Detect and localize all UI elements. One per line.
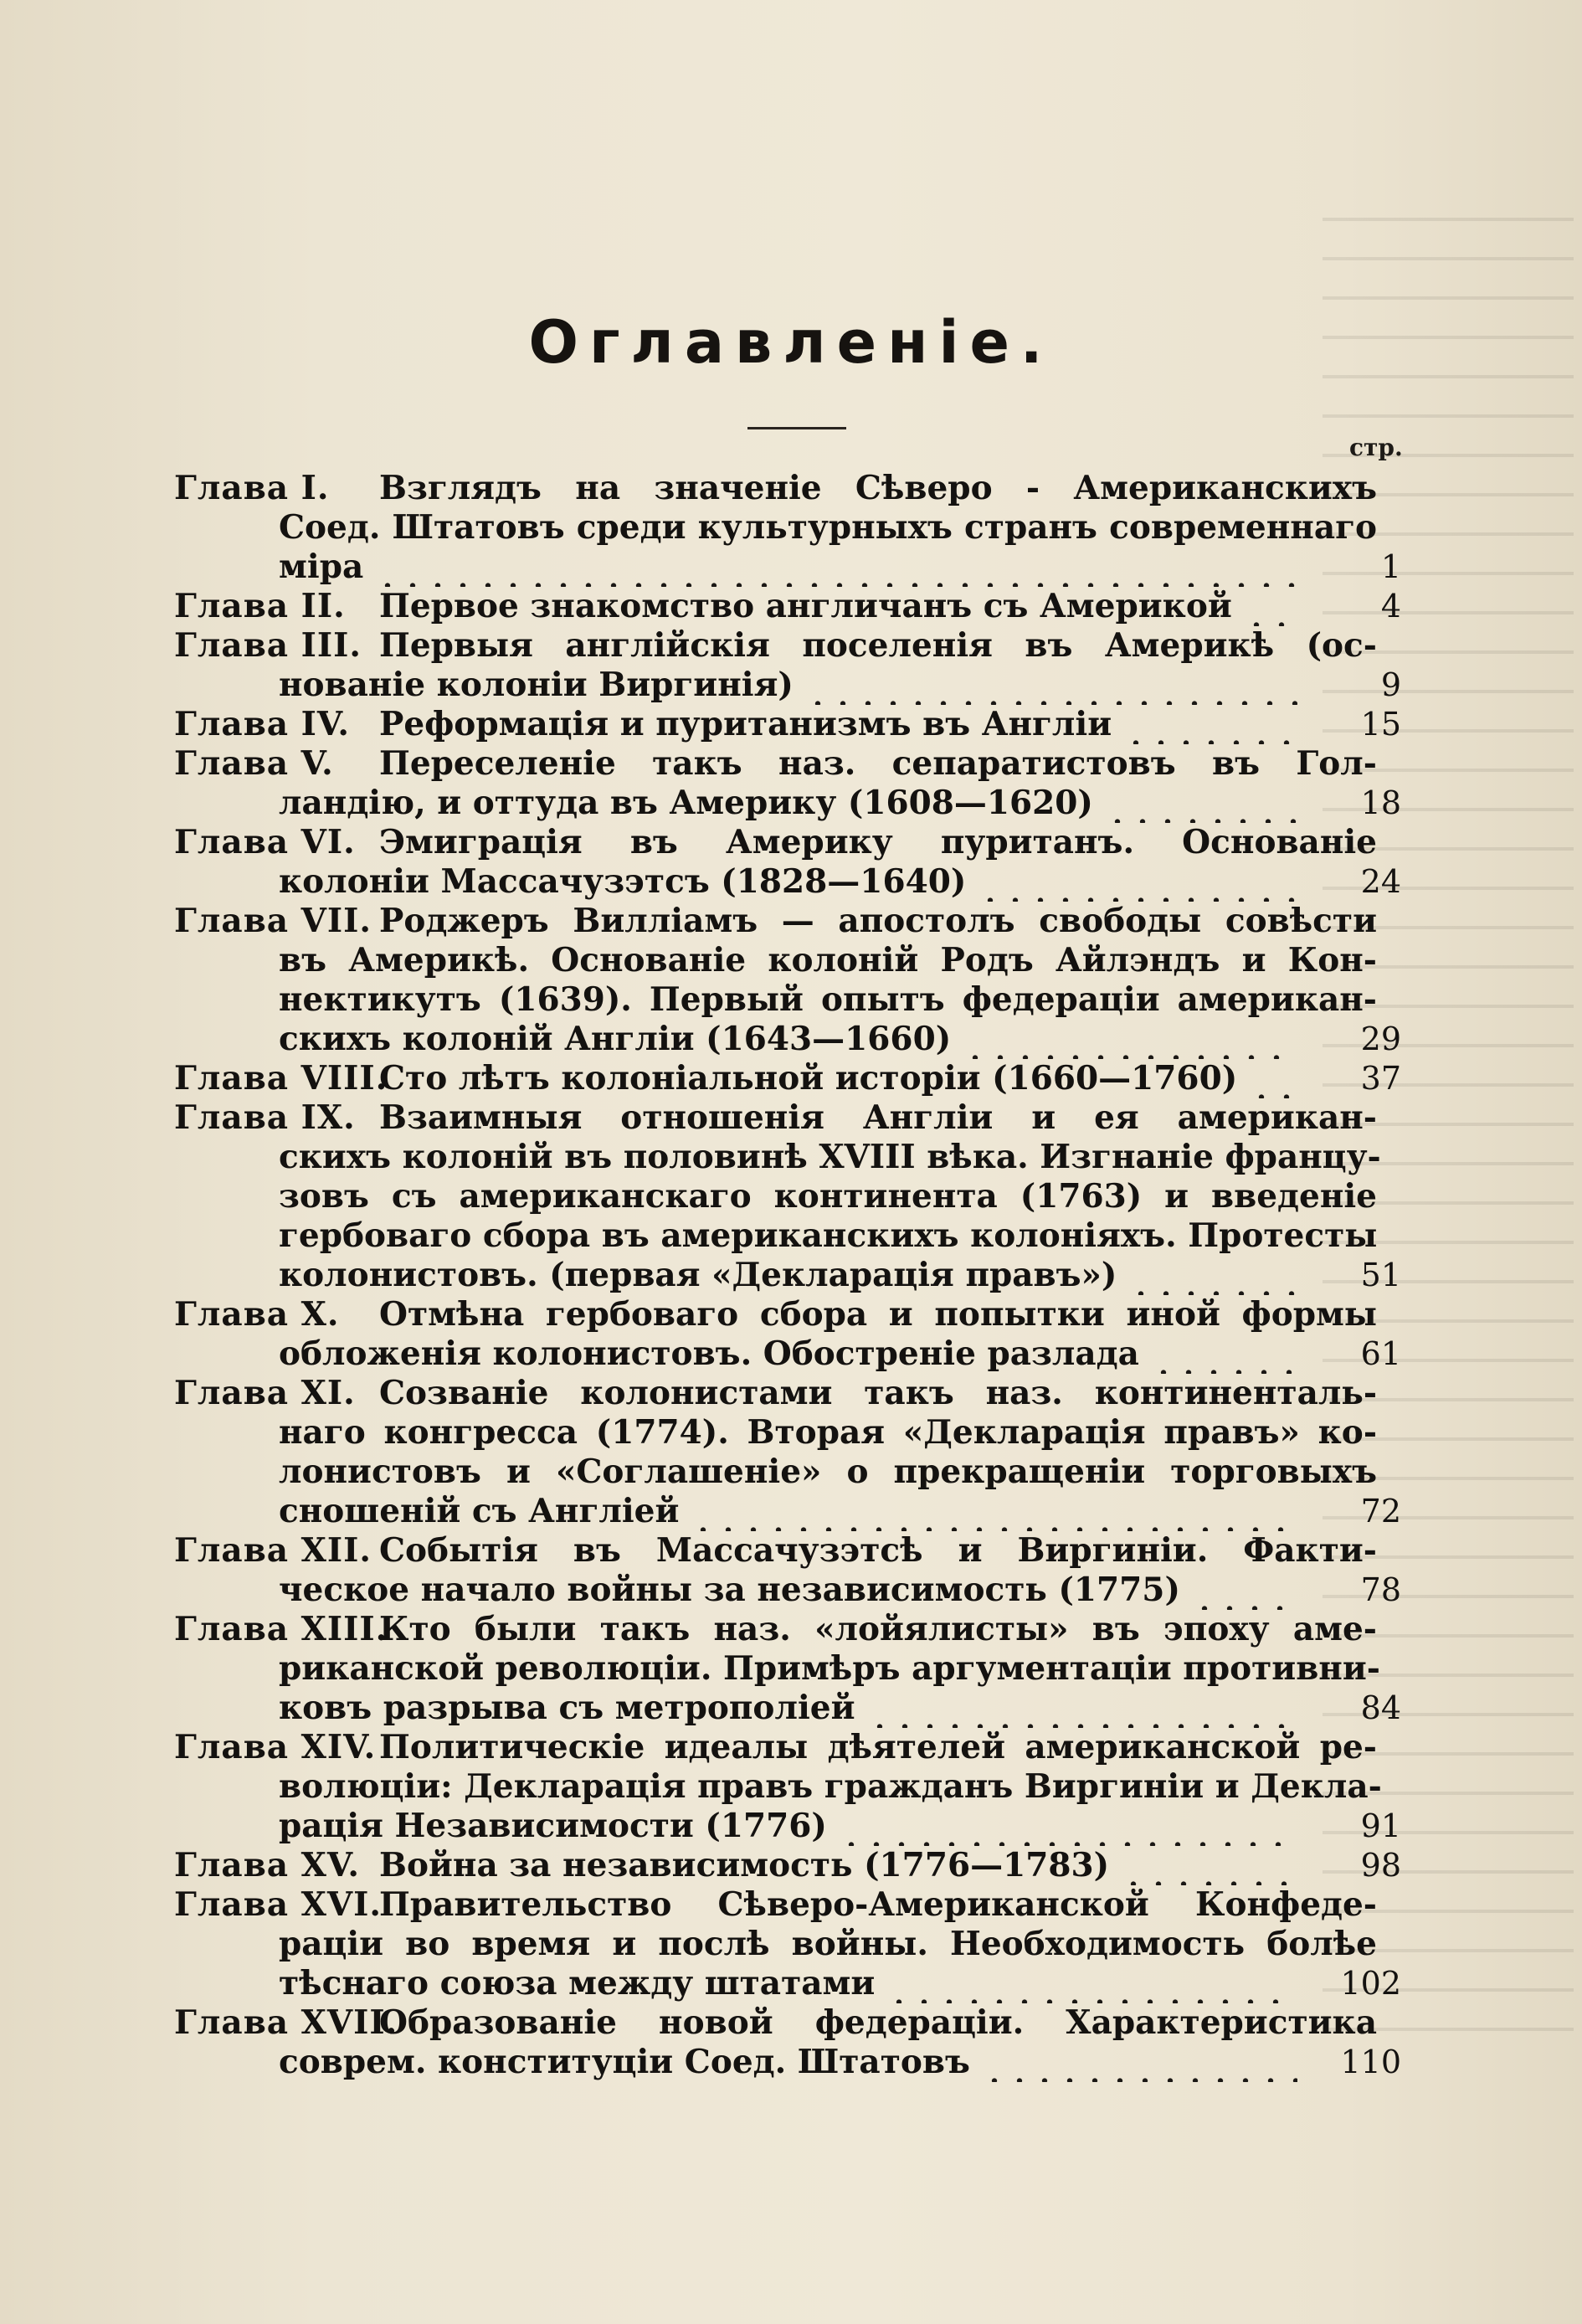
page-number: 24 [1360,863,1401,900]
toc-entry [174,1728,1401,1846]
chapter-label: Глава V. [174,744,334,783]
dot-leader [1105,784,1297,823]
chapter-title-line: скихъ колоній Англіи (1643—1660) [279,1020,952,1058]
chapter-title-line: Отмѣна гербоваго сбора и попытки иной формы [379,1295,1377,1334]
page-number: 15 [1360,706,1401,743]
chapter-label: Глава VII. [174,902,372,940]
chapter-title-line: скихъ колоній въ половинѣ XVIII вѣка. Изгнаніе францу- [279,1138,1381,1176]
chapter-label: Глава VIII. [174,1059,388,1098]
title-rule [747,427,846,429]
chapter-title-line: риканской революціи. Примѣръ аргументаціи противни- [279,1649,1380,1688]
page-column-label: стр. [1349,434,1403,461]
chapter-title-line: колоніи Массачузэтсъ (1828—1640) [279,862,967,901]
page-number: 29 [1360,1021,1401,1057]
chapter-label: Глава XI. [174,1374,356,1412]
dot-leader [1128,1256,1297,1295]
toc-entry [174,1846,1401,1885]
table-of-contents [174,469,1401,2082]
toc-entry [174,705,1401,744]
chapter-label: Глава XIII. [174,1610,388,1648]
toc-entry [174,1610,1401,1728]
toc-entry [174,1374,1401,1531]
toc-entry [174,626,1401,705]
chapter-title-line: Сто лѣтъ колоніальной исторіи (1660—1760) [379,1059,1238,1098]
toc-entry [174,469,1401,587]
chapter-title-line: Соед. Штатовъ среди культурныхъ странъ современнаго [279,508,1377,547]
toc-entry [174,823,1401,902]
dot-leader [963,1020,1297,1059]
chapter-title-line: ландію, и оттуда въ Америку (1608—1620) [279,784,1093,822]
page-number: 37 [1360,1060,1401,1097]
chapter-title-line: нованіе колоніи Виргинія) [279,666,794,704]
toc-entry [174,1059,1401,1098]
chapter-title-line: Созваніе колонистами такъ наз. континенталь- [379,1374,1377,1412]
chapter-title-line: Образованіе новой федераціи. Характеристика [379,2003,1377,2042]
chapter-title-line: Политическіе идеалы дѣятелей американской ре- [379,1728,1377,1766]
dot-leader [805,666,1297,705]
chapter-title-line: лонистовъ и «Соглашеніе» о прекращеніи торговыхъ [279,1452,1377,1491]
page-title: Оглавленіе. [528,308,1054,377]
toc-entry [174,1885,1401,2003]
chapter-title-line: рація Независимости (1776) [279,1807,827,1845]
dot-leader [1123,705,1297,744]
toc-entry [174,587,1401,626]
chapter-title-line: нектикутъ (1639). Первый опытъ федераціи американ- [279,980,1377,1019]
chapter-title-line: наго конгресса (1774). Вторая «Декларація правъ» ко- [279,1413,1377,1452]
chapter-title-line: въ Америкѣ. Основаніе колоній Родъ Айлэндъ и Кон- [279,941,1377,979]
dot-leader [1192,1571,1297,1610]
chapter-title-line: Эмиграція въ Америку пуританъ. Основаніе [379,823,1377,861]
chapter-label: Глава IV. [174,705,350,743]
chapter-title-line: Событія въ Массачузэтсѣ и Виргиніи. Факти- [379,1531,1377,1570]
chapter-title-line: Роджеръ Вилліамъ — апостолъ свободы совѣсти [379,902,1377,940]
dot-leader [1244,587,1297,626]
chapter-label: Глава II. [174,587,346,625]
toc-entry [174,1531,1401,1610]
chapter-title-line: волюціи: Декларація правъ гражданъ Виргиніи и Декла- [279,1767,1382,1806]
dot-leader [839,1807,1297,1846]
chapter-title-line: Правительство Сѣверо-Американской Конфеде- [379,1885,1377,1924]
page-number: 98 [1360,1847,1401,1884]
toc-entry [174,1295,1401,1374]
chapter-title-line: соврем. конституціи Соед. Штатовъ [279,2043,970,2081]
dot-leader [978,862,1297,902]
chapter-title-line: Первое знакомство англичанъ съ Америкой [379,587,1232,625]
dot-leader [1151,1334,1297,1374]
chapter-label: Глава XVI. [174,1885,382,1924]
chapter-title-line: колонистовъ. (первая «Декларація правъ») [279,1256,1117,1294]
chapter-label: Глава IX. [174,1098,356,1137]
chapter-title-line: тѣснаго союза между штатами [279,1964,876,2003]
chapter-title-line: зовъ съ американскаго континента (1763) и введеніе [279,1177,1377,1216]
toc-entry [174,744,1401,823]
chapter-label: Глава XII. [174,1531,372,1570]
chapter-title-line: раціи во время и послѣ войны. Необходимость болѣе [279,1925,1377,1963]
chapter-label: Глава VI. [174,823,356,861]
toc-entry [174,2003,1401,2082]
toc-entry [174,902,1401,1059]
chapter-title-line: Война за независимость (1776—1783) [379,1846,1110,1884]
chapter-label: Глава XIV. [174,1728,377,1766]
chapter-title-line: сношеній съ Англіей [279,1492,680,1530]
chapter-title-line: Взаимныя отношенія Англіи и ея американ- [379,1098,1377,1137]
chapter-title-line: ческое начало войны за независимость (1775) [279,1571,1180,1609]
chapter-label: Глава I. [174,469,330,507]
chapter-label: Глава XVII. [174,2003,398,2042]
dot-leader [375,548,1297,587]
page-number: 84 [1360,1689,1401,1726]
chapter-title-line: міра [279,548,364,586]
page-number: 4 [1380,588,1401,625]
chapter-title-line: Реформація и пуританизмъ въ Англіи [379,705,1112,743]
chapter-title-line: ковъ разрыва съ метрополіей [279,1689,855,1727]
page-number: 72 [1360,1493,1401,1530]
page-number: 1 [1380,548,1401,585]
chapter-label: Глава III. [174,626,362,665]
chapter-label: Глава XV. [174,1846,360,1884]
dot-leader [982,2043,1297,2082]
page-number: 91 [1360,1807,1401,1844]
page-number: 110 [1340,2044,1401,2080]
chapter-title-line: Переселеніе такъ наз. сепаратистовъ въ Гол- [379,744,1377,783]
chapter-title-line: Первыя англійскія поселенія въ Америкѣ (ос- [379,626,1377,665]
page-number: 18 [1360,784,1401,821]
page-number: 78 [1360,1571,1401,1608]
dot-leader [886,1964,1297,2003]
chapter-title-line: обложенія колонистовъ. Обостреніе разлада [279,1334,1139,1373]
page-number: 51 [1360,1257,1401,1293]
dot-leader [1121,1846,1297,1885]
chapter-title-line: Взглядъ на значеніе Сѣверо - Американскихъ [379,469,1377,507]
chapter-title-line: Кто были такъ наз. «лойялисты» въ эпоху аме- [379,1610,1377,1648]
chapter-title-line: гербоваго сбора въ американскихъ колоніяхъ. Протесты [279,1216,1378,1255]
dot-leader [691,1492,1297,1531]
chapter-label: Глава X. [174,1295,340,1334]
dot-leader [1249,1059,1297,1098]
page-number: 9 [1380,666,1401,703]
dot-leader [867,1689,1298,1728]
toc-entry [174,1098,1401,1295]
page-number: 102 [1340,1965,1401,2002]
page-number: 61 [1360,1335,1401,1372]
